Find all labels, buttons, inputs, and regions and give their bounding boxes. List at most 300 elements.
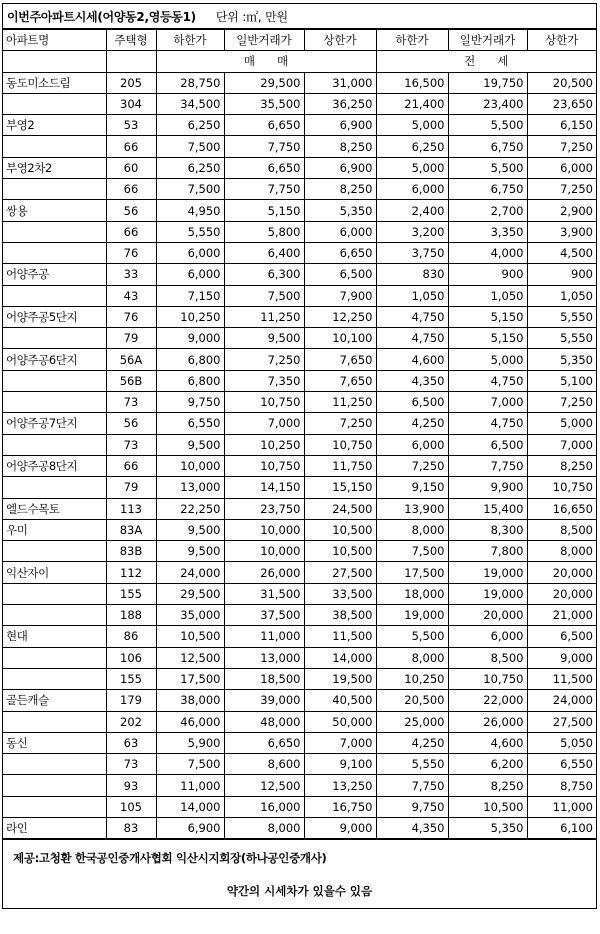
table-row [3,221,596,242]
price-cell: 28,750 [156,72,224,93]
price-cell: 12,250 [304,306,376,327]
unit-type-cell: 56 [106,413,156,434]
price-cell: 5,350 [527,349,596,370]
header-cell: 아파트명 [3,30,106,51]
table-row [3,434,596,455]
price-cell: 21,000 [527,605,596,626]
price-cell: 17,500 [156,668,224,689]
price-cell: 13,250 [304,775,376,796]
unit-type-cell: 79 [106,328,156,349]
unit-type-cell: 155 [106,583,156,604]
price-cell: 9,500 [156,434,224,455]
apartment-name-cell: 부영2 [3,115,106,136]
price-cell: 29,500 [224,72,304,93]
price-cell: 16,750 [304,796,376,817]
price-cell: 24,500 [304,498,376,519]
price-cell: 4,750 [376,306,448,327]
price-cell: 9,150 [376,477,448,498]
price-cell: 3,900 [527,221,596,242]
price-cell: 6,000 [304,221,376,242]
apartment-name-cell [3,242,106,263]
price-cell: 12,500 [224,775,304,796]
unit-type-cell: 66 [106,221,156,242]
price-cell: 48,000 [224,711,304,732]
price-cell: 7,750 [224,179,304,200]
price-cell: 6,800 [156,349,224,370]
price-cell: 6,650 [224,732,304,753]
sale-group-label: 매 매 [156,51,376,72]
unit-type-cell: 53 [106,115,156,136]
price-cell: 6,900 [304,157,376,178]
table-row [3,136,596,157]
price-cell: 5,800 [224,221,304,242]
price-cell: 8,500 [448,647,527,668]
price-cell: 10,250 [224,434,304,455]
apartment-name-cell: 부영2차2 [3,157,106,178]
footer [3,839,596,908]
price-cell: 31,500 [224,583,304,604]
apartment-name-cell: 어양주공7단지 [3,413,106,434]
price-cell: 4,350 [376,370,448,391]
price-cell: 11,750 [304,455,376,476]
price-cell: 38,500 [304,605,376,626]
price-cell: 5,350 [304,200,376,221]
price-cell: 6,150 [527,115,596,136]
apartment-name-cell [3,93,106,114]
apartment-name-cell: 어양주공8단지 [3,455,106,476]
price-cell: 19,750 [448,72,527,93]
price-cell: 5,000 [376,115,448,136]
unit-type-cell: 83A [106,519,156,540]
price-cell: 10,250 [156,306,224,327]
price-cell: 8,000 [224,817,304,838]
price-cell: 4,250 [376,732,448,753]
price-cell: 4,750 [448,370,527,391]
price-cell: 4,600 [448,732,527,753]
table-row [3,732,596,753]
apartment-name-cell [3,477,106,498]
table-row [3,796,596,817]
price-cell: 19,000 [448,562,527,583]
table-row [3,477,596,498]
unit-type-cell: 33 [106,264,156,285]
price-cell: 5,550 [376,754,448,775]
price-cell: 7,250 [224,349,304,370]
table-row [3,605,596,626]
price-cell: 10,500 [448,796,527,817]
apartment-name-cell [3,605,106,626]
price-cell: 17,500 [376,562,448,583]
price-cell: 23,650 [527,93,596,114]
apartment-name-cell [3,434,106,455]
price-cell: 6,500 [304,264,376,285]
price-cell: 9,900 [448,477,527,498]
unit-type-cell: 73 [106,434,156,455]
price-cell: 10,500 [304,541,376,562]
apartment-name-cell [3,775,106,796]
price-cell: 5,500 [448,115,527,136]
apartment-name-cell: 골든캐슬 [3,690,106,711]
price-cell: 15,400 [448,498,527,519]
price-cell: 10,500 [156,626,224,647]
apartment-name-cell: 쌍용 [3,200,106,221]
price-cell: 9,500 [156,519,224,540]
price-cell: 10,000 [224,541,304,562]
price-cell: 10,750 [527,477,596,498]
apartment-name-cell: 우미 [3,519,106,540]
price-cell: 23,750 [224,498,304,519]
header-cell: 하한가 [376,30,448,51]
table-row [3,455,596,476]
apartment-name-cell [3,221,106,242]
price-cell: 31,000 [304,72,376,93]
price-cell: 6,250 [156,157,224,178]
price-cell: 20,000 [527,562,596,583]
price-cell: 4,750 [448,413,527,434]
price-cell: 7,750 [376,775,448,796]
price-cell: 5,350 [448,817,527,838]
group-header-row [3,51,596,72]
price-cell: 7,500 [156,136,224,157]
price-cell: 6,550 [527,754,596,775]
header-cell: 일반거래가 [224,30,304,51]
table-row [3,562,596,583]
price-cell: 8,600 [224,754,304,775]
price-cell: 6,650 [224,115,304,136]
price-cell: 8,500 [527,519,596,540]
apartment-name-cell: 익산자이 [3,562,106,583]
price-cell: 27,500 [304,562,376,583]
apartment-name-cell [3,285,106,306]
price-cell: 6,000 [527,157,596,178]
price-cell: 22,250 [156,498,224,519]
price-cell: 10,750 [224,455,304,476]
unit-type-cell: 202 [106,711,156,732]
table-row [3,93,596,114]
title-row [3,4,596,29]
table-row [3,115,596,136]
price-cell: 6,900 [304,115,376,136]
price-cell: 4,950 [156,200,224,221]
unit-type-cell: 113 [106,498,156,519]
price-cell: 2,400 [376,200,448,221]
price-cell: 7,250 [376,455,448,476]
apartment-name-cell [3,754,106,775]
price-cell: 1,050 [448,285,527,306]
price-cell: 10,750 [304,434,376,455]
unit-type-cell: 304 [106,93,156,114]
price-cell: 11,000 [156,775,224,796]
price-cell: 10,250 [376,668,448,689]
unit-type-cell: 73 [106,754,156,775]
table-row [3,541,596,562]
unit-type-cell: 93 [106,775,156,796]
price-cell: 7,250 [527,179,596,200]
price-cell: 19,500 [304,668,376,689]
price-cell: 7,650 [304,349,376,370]
table-row [3,306,596,327]
price-cell: 10,000 [156,455,224,476]
unit-type-cell: 86 [106,626,156,647]
price-cell: 7,500 [224,285,304,306]
price-cell: 20,500 [376,690,448,711]
price-cell: 3,200 [376,221,448,242]
price-cell: 7,900 [304,285,376,306]
price-cell: 9,000 [156,328,224,349]
sheet-title: 이번주아파트시세(어양동2,영등동1) [7,9,196,24]
price-cell: 10,000 [224,519,304,540]
price-cell: 33,500 [304,583,376,604]
disclaimer-text: 약간의 시세차가 있을수 있음 [226,884,373,899]
price-cell: 5,000 [448,349,527,370]
price-cell: 8,300 [448,519,527,540]
jeonse-group-label: 전 세 [376,51,596,72]
price-cell: 11,500 [304,626,376,647]
price-cell: 7,250 [304,413,376,434]
price-cell: 7,000 [527,434,596,455]
table-row [3,647,596,668]
price-cell: 11,000 [224,626,304,647]
price-cell: 7,250 [527,136,596,157]
apartment-name-cell [3,583,106,604]
price-cell: 13,900 [376,498,448,519]
price-cell: 10,500 [304,519,376,540]
table-row [3,200,596,221]
table-row [3,583,596,604]
price-cell: 8,250 [527,455,596,476]
price-cell: 6,400 [224,242,304,263]
price-cell: 6,750 [448,136,527,157]
header-row [3,30,596,51]
price-cell: 11,250 [304,392,376,413]
price-cell: 5,900 [156,732,224,753]
price-cell: 6,650 [304,242,376,263]
unit-type-cell: 63 [106,732,156,753]
price-cell: 8,250 [448,775,527,796]
table-row [3,328,596,349]
price-cell: 900 [527,264,596,285]
unit-type-cell: 179 [106,690,156,711]
unit-type-cell: 73 [106,392,156,413]
apartment-name-cell [3,392,106,413]
price-cell: 20,500 [527,72,596,93]
table-row [3,285,596,306]
price-cell: 15,150 [304,477,376,498]
price-table [3,29,596,839]
price-cell: 6,500 [376,392,448,413]
header-cell: 일반거래가 [448,30,527,51]
price-cell: 6,000 [376,179,448,200]
table-row [3,413,596,434]
price-cell: 6,900 [156,817,224,838]
price-cell: 5,550 [527,306,596,327]
header-cell: 상한가 [304,30,376,51]
price-cell: 7,750 [224,136,304,157]
price-cell: 7,500 [376,541,448,562]
provider-text: 제공:고청환 한국공인중개사협회 익산시지회장(하나공인중개사) [13,851,327,866]
price-cell: 6,250 [156,115,224,136]
apartment-name-cell [3,796,106,817]
unit-type-cell: 79 [106,477,156,498]
price-cell: 23,400 [448,93,527,114]
price-cell: 7,750 [448,455,527,476]
price-cell: 5,050 [527,732,596,753]
table-row [3,519,596,540]
apartment-name-cell [3,647,106,668]
unit-type-cell: 66 [106,136,156,157]
price-cell: 4,000 [448,242,527,263]
price-cell: 6,300 [224,264,304,285]
price-cell: 1,050 [527,285,596,306]
apartment-name-cell: 라인 [3,817,106,838]
unit-type-cell: 56 [106,200,156,221]
table-row [3,817,596,838]
price-cell: 37,500 [224,605,304,626]
price-cell: 5,500 [376,626,448,647]
price-cell: 39,000 [224,690,304,711]
price-cell: 5,500 [448,157,527,178]
unit-type-cell: 188 [106,605,156,626]
header-cell: 주택형 [106,30,156,51]
empty-cell [3,51,106,72]
price-cell: 5,000 [527,413,596,434]
price-cell: 3,750 [376,242,448,263]
unit-type-cell: 106 [106,647,156,668]
price-cell: 7,500 [156,754,224,775]
price-cell: 6,550 [156,413,224,434]
apartment-name-cell: 동신 [3,732,106,753]
price-cell: 35,500 [224,93,304,114]
table-row [3,157,596,178]
header-cell: 상한가 [527,30,596,51]
unit-type-cell: 83B [106,541,156,562]
price-cell: 16,650 [527,498,596,519]
price-cell: 14,000 [304,647,376,668]
table-row [3,498,596,519]
price-sheet [2,3,597,909]
price-cell: 6,200 [448,754,527,775]
price-cell: 10,750 [224,392,304,413]
apartment-name-cell: 어양주공6단지 [3,349,106,370]
price-cell: 6,000 [156,242,224,263]
price-cell: 46,000 [156,711,224,732]
table-row [3,690,596,711]
price-cell: 7,000 [224,413,304,434]
price-cell: 6,500 [527,626,596,647]
price-cell: 10,100 [304,328,376,349]
table-row [3,72,596,93]
price-cell: 8,750 [527,775,596,796]
apartment-name-cell [3,668,106,689]
price-cell: 9,500 [224,328,304,349]
price-cell: 4,600 [376,349,448,370]
empty-cell [106,51,156,72]
price-cell: 6,750 [448,179,527,200]
price-cell: 35,000 [156,605,224,626]
price-cell: 7,150 [156,285,224,306]
price-cell: 26,000 [448,711,527,732]
price-cell: 7,000 [448,392,527,413]
price-cell: 9,500 [156,541,224,562]
unit-type-cell: 76 [106,242,156,263]
price-cell: 18,500 [224,668,304,689]
price-cell: 7,350 [224,370,304,391]
price-cell: 8,250 [304,179,376,200]
price-cell: 6,650 [224,157,304,178]
apartment-name-cell: 현대 [3,626,106,647]
apartment-name-cell [3,179,106,200]
price-cell: 10,750 [448,668,527,689]
table-row [3,626,596,647]
price-cell: 24,000 [527,690,596,711]
price-cell: 3,350 [448,221,527,242]
price-cell: 11,000 [527,796,596,817]
apartment-name-cell [3,541,106,562]
price-cell: 5,550 [527,328,596,349]
price-cell: 9,000 [527,647,596,668]
unit-type-cell: 56A [106,349,156,370]
price-cell: 4,250 [376,413,448,434]
table-body [3,30,596,839]
price-cell: 9,750 [156,392,224,413]
price-cell: 20,000 [448,605,527,626]
price-cell: 5,100 [527,370,596,391]
price-cell: 26,000 [224,562,304,583]
price-cell: 18,000 [376,583,448,604]
price-cell: 5,550 [156,221,224,242]
price-cell: 27,500 [527,711,596,732]
table-row [3,668,596,689]
table-row [3,370,596,391]
price-cell: 6,100 [527,817,596,838]
price-cell: 20,000 [527,583,596,604]
price-cell: 4,350 [376,817,448,838]
unit-type-cell: 66 [106,179,156,200]
price-cell: 4,500 [527,242,596,263]
price-cell: 50,000 [304,711,376,732]
price-cell: 19,000 [376,605,448,626]
price-cell: 13,000 [224,647,304,668]
apartment-name-cell: 엘드수목토 [3,498,106,519]
apartment-name-cell: 어양주공 [3,264,106,285]
price-cell: 1,050 [376,285,448,306]
price-cell: 6,000 [376,434,448,455]
unit-type-cell: 83 [106,817,156,838]
price-cell: 7,250 [527,392,596,413]
price-cell: 16,000 [224,796,304,817]
price-cell: 14,000 [156,796,224,817]
price-cell: 24,000 [156,562,224,583]
price-cell: 9,750 [376,796,448,817]
unit-type-cell: 105 [106,796,156,817]
price-cell: 8,250 [304,136,376,157]
price-cell: 6,800 [156,370,224,391]
price-cell: 5,150 [448,328,527,349]
apartment-name-cell [3,328,106,349]
price-cell: 38,000 [156,690,224,711]
price-cell: 5,150 [224,200,304,221]
price-cell: 8,000 [376,519,448,540]
price-cell: 9,000 [304,817,376,838]
price-cell: 21,400 [376,93,448,114]
table-row [3,349,596,370]
table-row [3,264,596,285]
apartment-name-cell: 동도미소드림 [3,72,106,93]
apartment-name-cell [3,711,106,732]
price-cell: 5,150 [448,306,527,327]
price-cell: 29,500 [156,583,224,604]
price-cell: 6,500 [448,434,527,455]
